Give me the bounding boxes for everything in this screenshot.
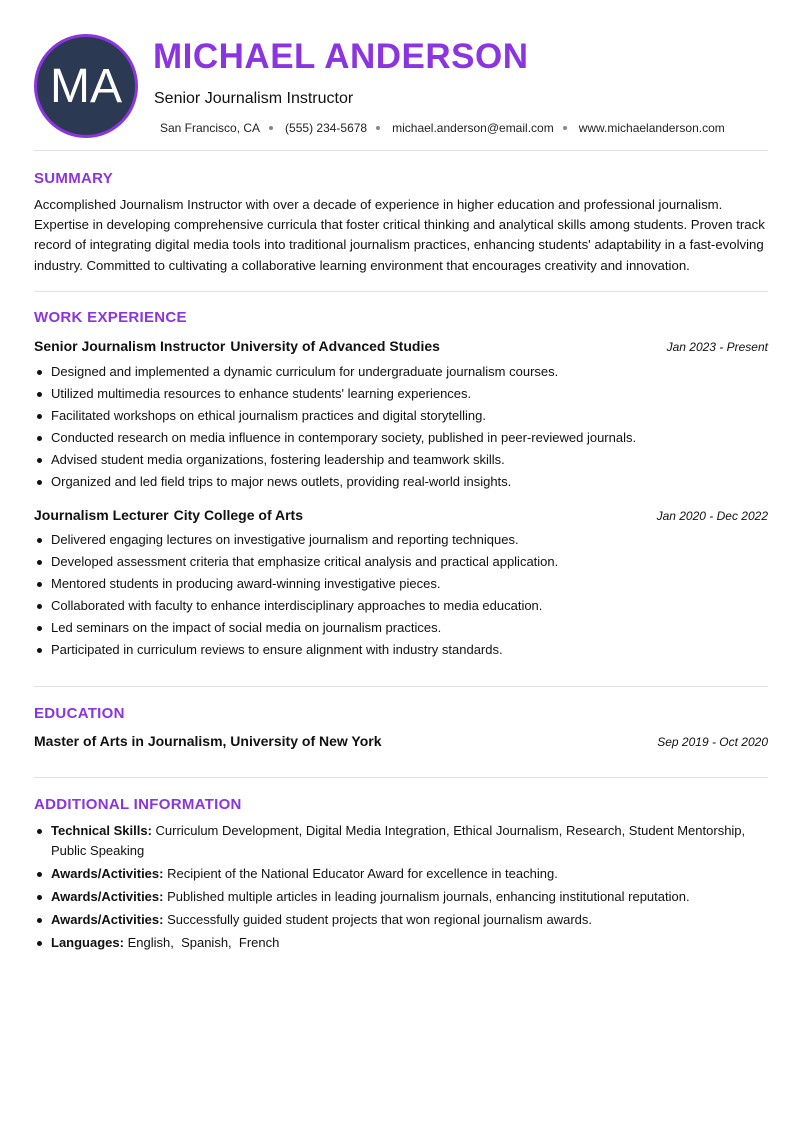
avatar [34,34,138,138]
bullet-separator [269,126,273,130]
candidate-name: MICHAEL ANDERSON [153,37,529,76]
list-item [34,864,768,884]
list-item: Collaborated with faculty to enhance interdisciplinary approaches to media education. [34,595,768,617]
list-item: Participated in curriculum reviews to ensure alignment with industry standards. [34,639,768,661]
info-label: Languages: [51,934,124,950]
list-item: Designed and implemented a dynamic curriculum for undergraduate journalism courses. [34,361,768,383]
list-item [34,933,768,953]
divider [34,291,768,292]
additional-info-heading: ADDITIONAL INFORMATION [34,796,242,813]
job-title [34,507,303,523]
contact-website[interactable]: www.michaelanderson.com [578,121,725,135]
info-label: Awards/Activities: [51,911,164,927]
list-item: Delivered engaging lectures on investigative journalism and reporting techniques. [34,529,768,551]
list-item: Utilized multimedia resources to enhance students' learning experiences. [34,383,768,405]
avatar-initials: MA [50,59,122,113]
additional-info-list [34,821,768,956]
info-text: English, Spanish, French [127,934,280,950]
divider [34,686,768,687]
info-label: Awards/Activities: [51,888,164,904]
candidate-role: Senior Journalism Instructor [154,90,354,107]
info-text: Curriculum Development, Digital Media Integration, Ethical Journalism, Research, Student Mentorship, Public Speaking [51,823,746,858]
list-item: Organized and led field trips to major news outlets, providing real-world insights. [34,471,768,493]
list-item [34,821,768,860]
summary-heading: SUMMARY [34,170,114,187]
job-bullets [34,361,768,493]
list-item: Facilitated workshops on ethical journalism practices and digital storytelling. [34,405,768,427]
education-degree: Master of Arts in Journalism, University of New York [34,733,382,749]
info-label: Awards/Activities: [51,865,164,881]
contact-location: San Francisco, CA [160,121,261,135]
resume-header [34,34,768,138]
job-organization: City College of Arts [173,507,303,523]
job-organization: University of Advanced Studies [230,338,440,354]
info-text: Recipient of the National Educator Award for excellence in teaching. [167,865,558,881]
bullet-separator [376,126,380,130]
job-title [34,338,440,354]
education-heading: EDUCATION [34,705,125,722]
contact-info [160,121,725,135]
contact-phone: (555) 234-5678 [285,121,368,135]
list-item: Developed assessment criteria that emphasize critical analysis and practical application. [34,551,768,573]
job-dates: Jan 2023 - Present [666,340,768,354]
divider [34,150,768,151]
info-label: Technical Skills: [51,823,152,838]
job-dates: Jan 2020 - Dec 2022 [656,509,768,523]
summary-text: Accomplished Journalism Instructor with over a decade of experience in higher education and professional journalism. Expertise in developing comprehensive curricula that foster critical thinking and analytical skills among students. Proven track record of integrating digital media tools into traditional journalism practices, enhancing students' adaptability in a fast-evolving industry. Committed to cultivating a collaborative learning environment that encourages creativity and innovation. [34,197,765,273]
work-experience-heading: WORK EXPERIENCE [34,309,187,326]
bullet-separator [563,126,567,130]
job-bullets [34,529,768,661]
list-item [34,887,768,907]
list-item: Conducted research on media influence in contemporary society, published in peer-reviewed journals. [34,427,768,449]
info-text: Successfully guided student projects that won regional journalism awards. [167,911,592,927]
list-item: Mentored students in producing award-winning investigative pieces. [34,573,768,595]
job-position: Senior Journalism Instructor [34,338,226,354]
divider [34,777,768,778]
education-dates: Sep 2019 - Oct 2020 [657,735,768,749]
job-position: Journalism Lecturer [34,507,169,523]
list-item: Advised student media organizations, fostering leadership and teamwork skills. [34,449,768,471]
info-text: Published multiple articles in leading journalism journals, enhancing institutional reputation. [167,888,690,904]
list-item: Led seminars on the impact of social media on journalism practices. [34,617,768,639]
list-item [34,910,768,930]
contact-email[interactable]: michael.anderson@email.com [392,121,554,135]
